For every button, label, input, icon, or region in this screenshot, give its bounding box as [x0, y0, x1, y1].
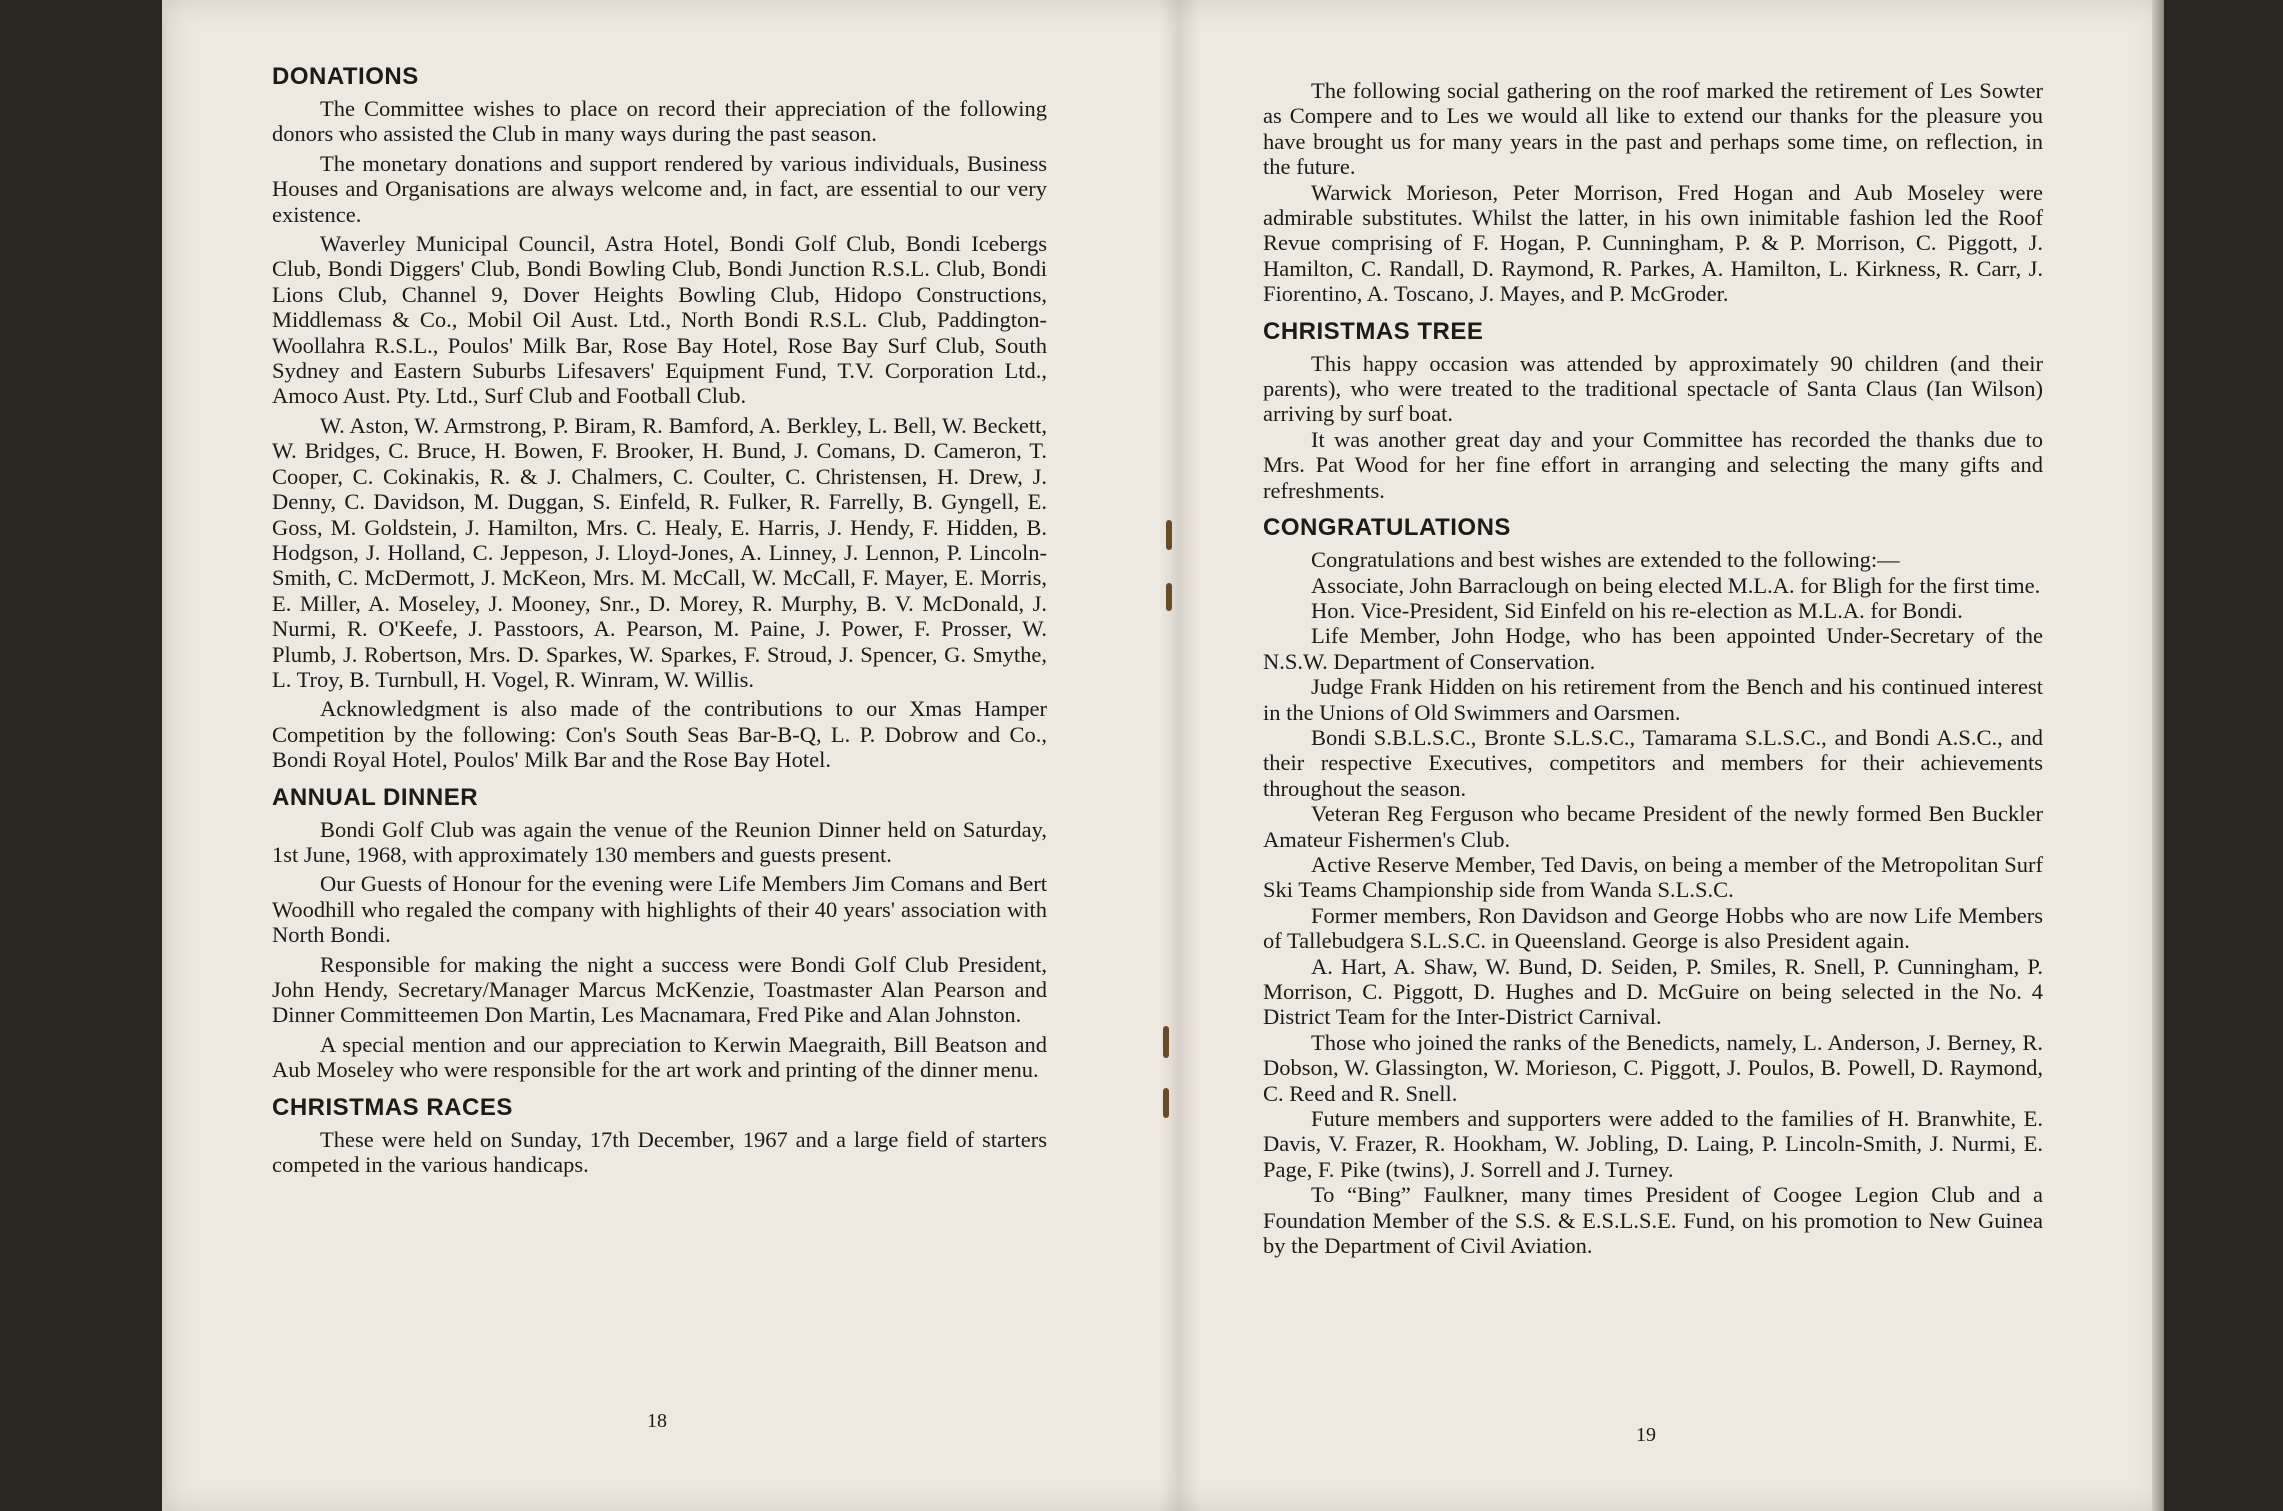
congratulations-paragraph: Veteran Reg Ferguson who became President of the newly formed Ben Buckler Amateur Fishermen's Club.: [1263, 801, 2043, 852]
left-page: [272, 52, 1047, 1181]
binding-gutter: [1160, 0, 1200, 1511]
page-number-left: 18: [647, 1410, 667, 1432]
intro-paragraph: The following social gathering on the roof marked the retirement of Les Sowter as Compere and to Les we would all like to extend our thanks for the pleasure you have brought us for many years in the past and perhaps some time, on reflection, in the future.: [1263, 78, 2043, 180]
congratulations-paragraph: Former members, Ron Davidson and George Hobbs who are now Life Members of Tallebudgera S.L.S.C. in Queensland. George is also President again.: [1263, 902, 2043, 954]
congratulations-paragraph: Bondi S.B.L.S.C., Bronte S.L.S.C., Tamarama S.L.S.C., and Bondi A.S.C., and their respective Executives, competitors and members for their achievements throughout the season.: [1263, 724, 2043, 801]
congratulations-paragraph: Future members and supporters were added to the families of H. Branwhite, E. Davis, V. Frazer, R. Hookham, W. Jobling, D. Laing, P. Lincoln-Smith, J. Nurmi, E. Page, F. Pike (twins), J. Sorrell and J. Turney.: [1263, 1106, 2043, 1182]
staple-mark: [1163, 1026, 1169, 1058]
christmas-tree-paragraph: This happy occasion was attended by approximately 90 children (and their parents), who were treated to the traditional spectacle of Santa Claus (Ian Wilson) arriving by surf boat.: [1263, 350, 2043, 427]
heading-congratulations: CONGRATULATIONS: [1263, 514, 1511, 542]
donors-list: W. Aston, W. Armstrong, P. Biram, R. Bamford, A. Berkley, L. Bell, W. Beckett, W. Bridges, C. Bruce, H. Bowen, F. Brooker, H. Bund, J. Comans, D. Cameron, T. Cooper, C. Cokinakis, R. & J. Chalmers, C. Coulter, C. Christensen, H. Drew, J. Denny, C. Davidson, M. Duggan, S. Einfeld, R. Fulker, R. Farrelly, B. Gyngell, E. Goss, M. Goldstein, J. Hamilton, Mrs. C. Healy, E. Harris, J. Hendy, F. Hidden, B. Hodgson, J. Holland, C. Jeppeson, J. Lloyd-Jones, A. Linney, J. Lennon, P. Lincoln-Smith, C. McDermott, J. McKeon, Mrs. M. McCall, W. McCall, F. Mayer, E. Morris, E. Miller, A. Moseley, J. Mooney, Snr., D. Morey, R. Murphy, B. V. McDonald, J. Nurmi, R. O'Keefe, J. Passtoors, A. Pearson, M. Paine, J. Power, F. Prosser, W. Plumb, J. Robertson, Mrs. D. Sparkes, W. Sparkes, F. Stroud, J. Spencer, G. Smythe, L. Troy, B. Turnbull, H. Vogel, R. Winram, W. Willis.: [272, 412, 1047, 692]
donations-paragraph: The monetary donations and support rendered by various individuals, Business Houses and Organisations are always welcome and, in fact, are essential to our very existence.: [272, 150, 1047, 227]
page-edge: [2152, 0, 2164, 1511]
staple-mark: [1163, 1088, 1169, 1118]
page-number-right: 19: [1636, 1424, 1656, 1446]
right-page: [1263, 78, 2043, 1258]
christmas-races-paragraph: These were held on Sunday, 17th December, 1967 and a large field of starters competed in the various handicaps.: [272, 1126, 1047, 1178]
donations-paragraph: The Committee wishes to place on record their appreciation of the following donors who assisted the Club in many ways during the past season.: [272, 96, 1047, 147]
staple-mark: [1166, 583, 1172, 611]
staple-mark: [1166, 520, 1172, 550]
congratulations-paragraph: Associate, John Barraclough on being elected M.L.A. for Bligh for the first time.: [1311, 572, 2041, 598]
congratulations-paragraph: A. Hart, A. Shaw, W. Bund, D. Seiden, P. Smiles, R. Snell, P. Cunningham, P. Morrison, C. Piggott, D. Hughes and D. McGuire on being selected in the No. 4 District Team for the Inter-District Carnival.: [1263, 953, 2043, 1030]
annual-dinner-paragraph: Our Guests of Honour for the evening were Life Members Jim Comans and Bert Woodhill who regaled the company with highlights of their 40 years' association with North Bondi.: [272, 871, 1047, 948]
heading-christmas-tree: CHRISTMAS TREE: [1263, 317, 1484, 345]
annual-dinner-paragraph: Responsible for making the night a success were Bondi Golf Club President, John Hendy, Secretary/Manager Marcus McKenzie, Toastmaster Alan Pearson and Dinner Committeemen Don Martin, Les Macnamara, Fred Pike and Alan Johnston.: [272, 951, 1047, 1028]
intro-paragraph: Warwick Morieson, Peter Morrison, Fred Hogan and Aub Moseley were admirable substitutes. Whilst the latter, in his own inimitable fashion led the Roof Revue comprising of F. Hogan, P. Cunningham, P. & P. Morrison, C. Piggott, J. Hamilton, C. Randall, D. Raymond, R. Parkes, A. Hamilton, L. Kirkness, R. Carr, J. Fiorentino, A. Toscano, J. Mayes, and P. McGroder.: [1263, 179, 2043, 307]
heading-donations: DONATIONS: [272, 63, 419, 90]
donations-paragraph: Waverley Municipal Council, Astra Hotel, Bondi Golf Club, Bondi Icebergs Club, Bondi Diggers' Club, Bondi Bowling Club, Bondi Junction R.S.L. Club, Bondi Lions Club, Channel 9, Dover Heights Bowling Club, Hidopo Constructions, Middlemass & Co., Mobil Oil Aust. Ltd., North Bondi R.S.L. Club, Paddington-Woollahra R.S.L., Poulos' Milk Bar, Rose Bay Hotel, Rose Bay Surf Club, South Sydney and Eastern Suburbs Lifesavers' Equipment Fund, T.V. Corporation Ltd., Amoco Aust. Pty. Ltd., Surf Club and Football Club.: [272, 231, 1047, 409]
annual-dinner-paragraph: Bondi Golf Club was again the venue of the Reunion Dinner held on Saturday, 1st June, 1968, with approximately 130 members and guests present.: [272, 816, 1047, 867]
heading-christmas-races: CHRISTMAS RACES: [272, 1093, 513, 1121]
congratulations-paragraph: Those who joined the ranks of the Benedicts, namely, L. Anderson, J. Berney, R. Dobson, W. Glassington, W. Morieson, C. Piggott, J. Poulos, B. Powell, D. Raymond, C. Reed and R. Snell.: [1263, 1029, 2043, 1106]
christmas-tree-paragraph: It was another great day and your Committee has recorded the thanks due to Mrs. Pat Wood for her fine effort in arranging and selecting the many gifts and refreshments.: [1263, 426, 2043, 503]
heading-annual-dinner: ANNUAL DINNER: [272, 783, 479, 811]
congratulations-paragraph: Life Member, John Hodge, who has been appointed Under-Secretary of the N.S.W. Department of Conservation.: [1263, 623, 2043, 674]
congratulations-paragraph: Judge Frank Hidden on his retirement from the Bench and his continued interest in the Unions of Old Swimmers and Oarsmen.: [1263, 674, 2043, 725]
donations-paragraph: Acknowledgment is also made of the contributions to our Xmas Hamper Competition by the following: Con's South Seas Bar-B-Q, L. P. Dobrow and Co., Bondi Royal Hotel, Poulos' Milk Bar and the Rose Bay Hotel.: [272, 696, 1047, 773]
annual-dinner-paragraph: A special mention and our appreciation to Kerwin Maegraith, Bill Beatson and Aub Moseley who were responsible for the art work and printing of the dinner menu.: [272, 1031, 1047, 1083]
congratulations-paragraph: Active Reserve Member, Ted Davis, on being a member of the Metropolitan Surf Ski Teams Championship side from Wanda S.L.S.C.: [1263, 851, 2043, 903]
congratulations-paragraph: Congratulations and best wishes are extended to the following:—: [1311, 547, 1900, 573]
congratulations-paragraph: Hon. Vice-President, Sid Einfeld on his re-election as M.L.A. for Bondi.: [1311, 597, 1963, 623]
congratulations-paragraph: To “Bing” Faulkner, many times President of Coogee Legion Club and a Foundation Member of the S.S. & E.S.L.S.E. Fund, on his promotion to New Guinea by the Department of Civil Aviation.: [1263, 1182, 2043, 1259]
